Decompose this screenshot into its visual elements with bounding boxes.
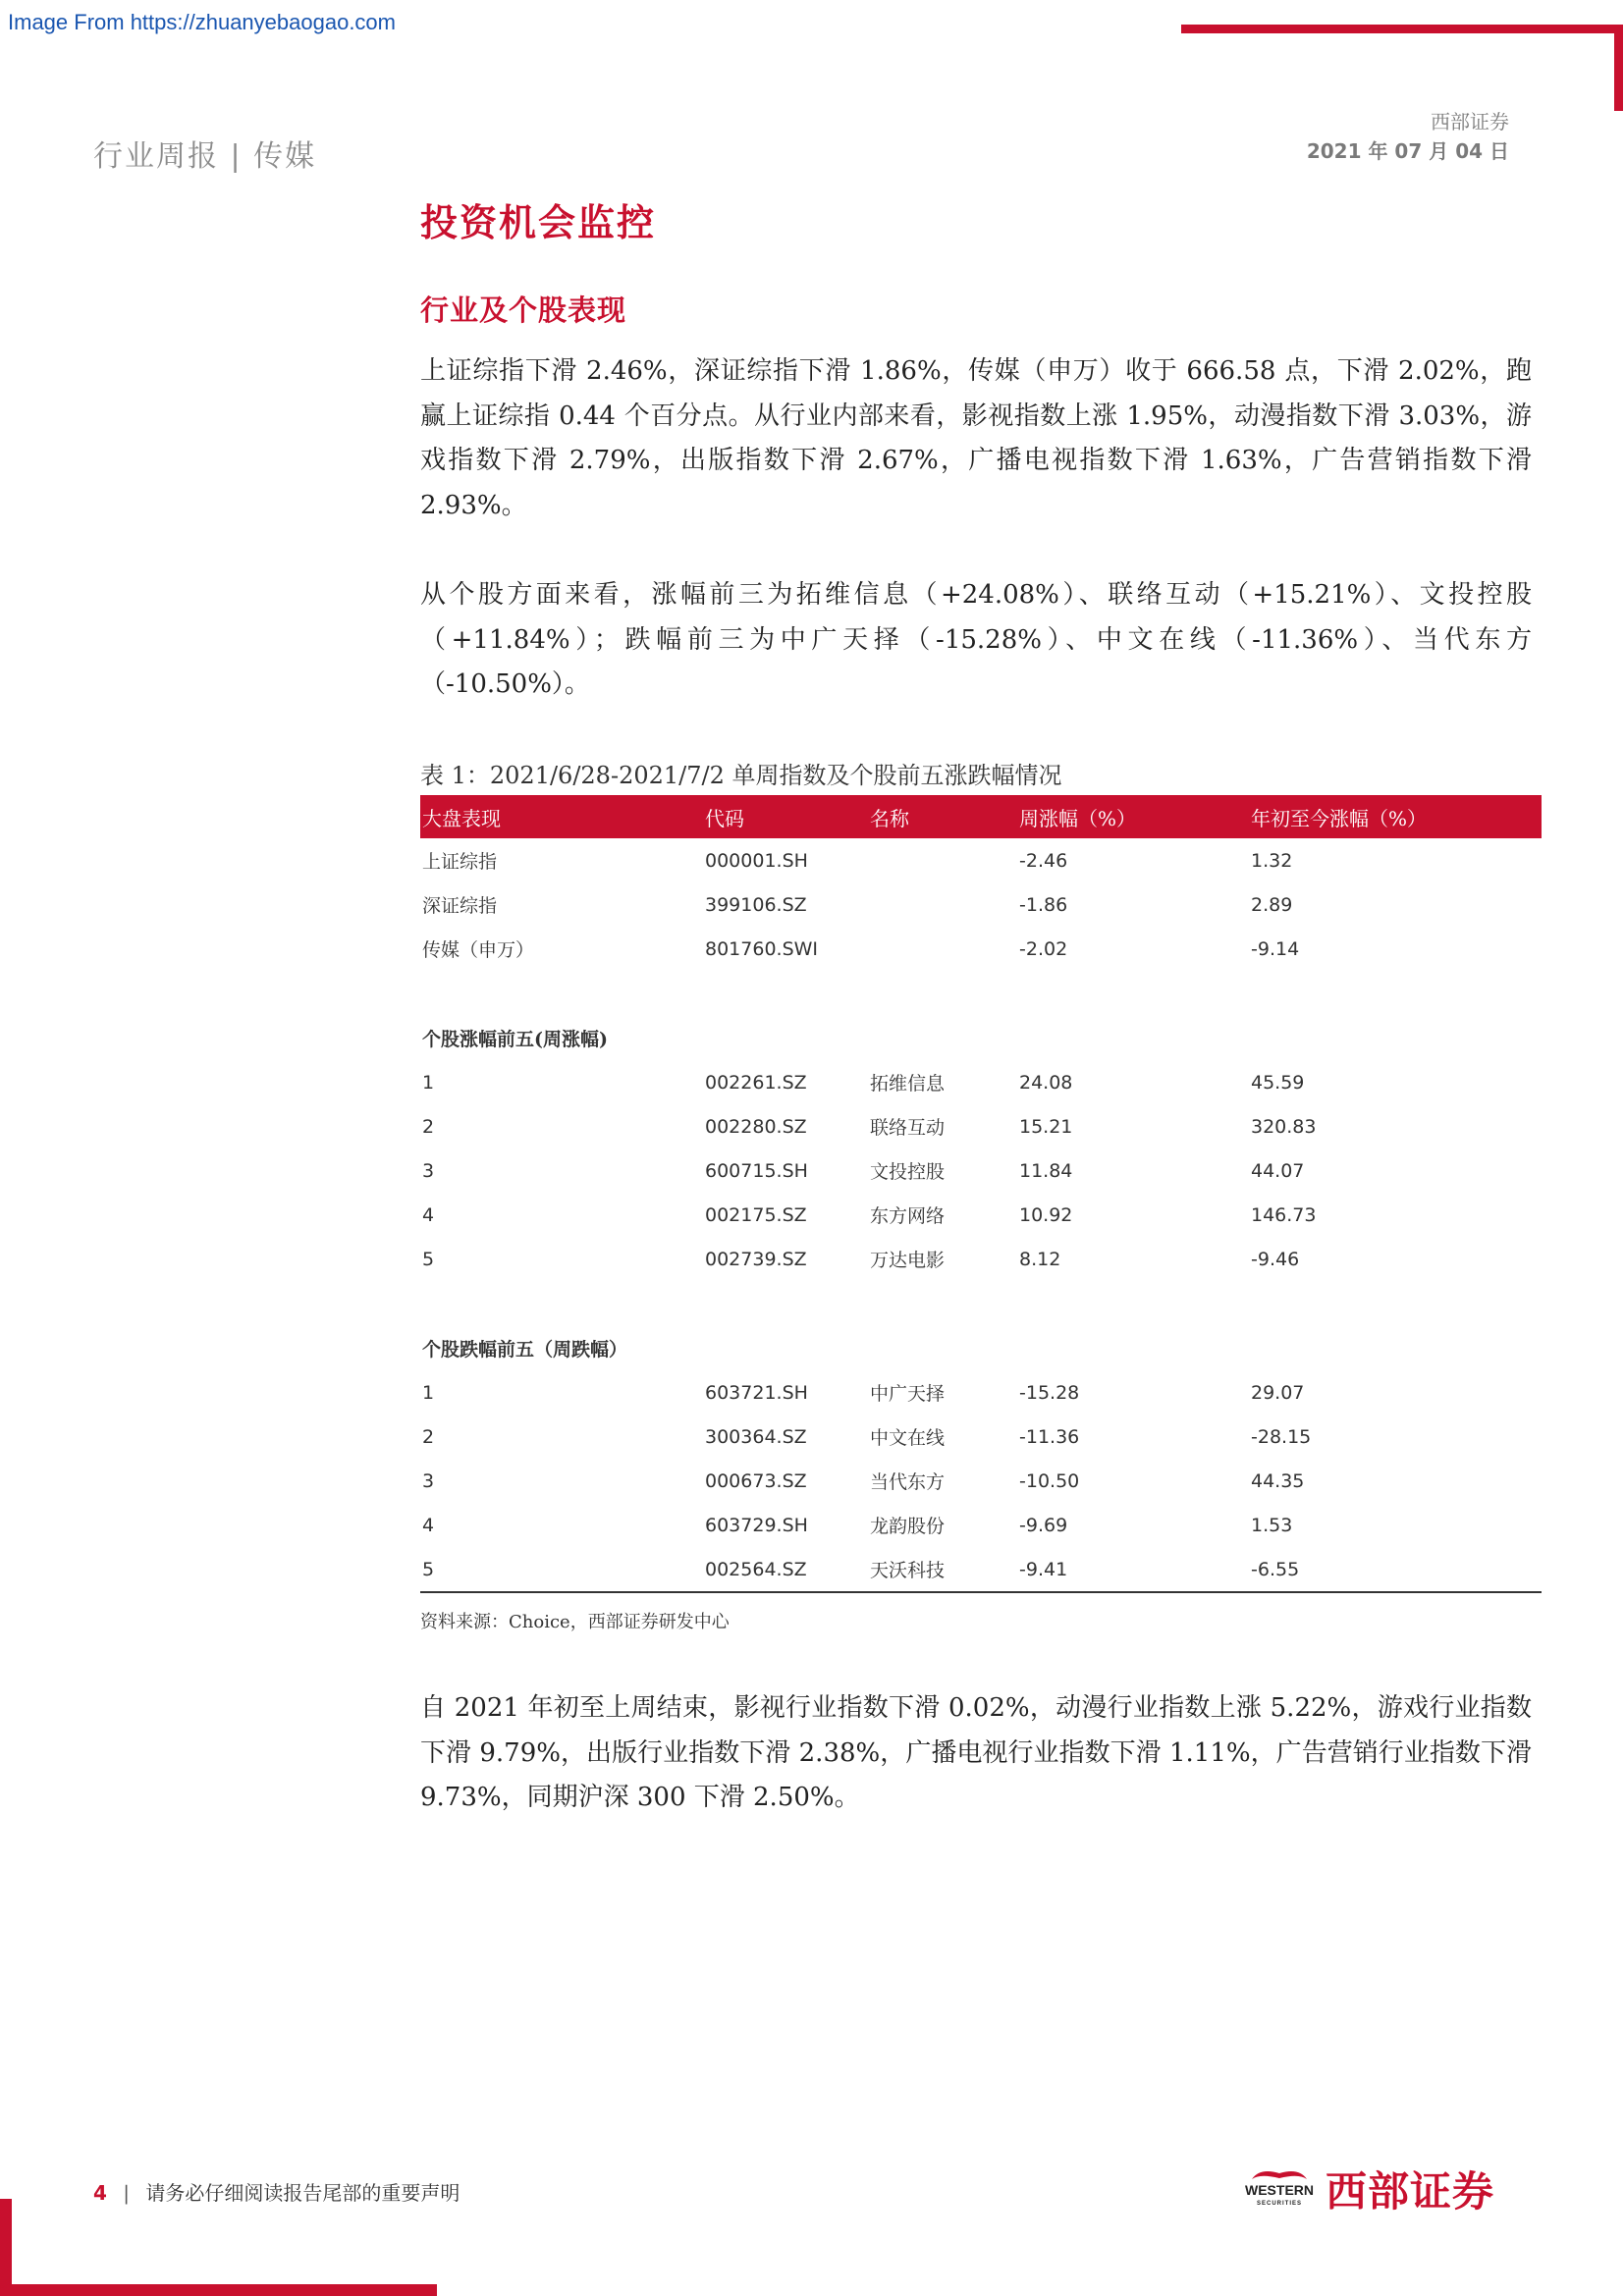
table-bottom-rule xyxy=(420,1591,1542,1593)
table-spacer xyxy=(420,1281,1542,1326)
section-label: 个股涨幅前五(周涨幅) xyxy=(422,1029,608,1050)
logo-en-subtext: SECURITIES xyxy=(1256,2201,1302,2207)
table-cell: 000001.SH xyxy=(705,849,808,872)
logo-chinese: 西部证券 xyxy=(1326,2167,1495,2216)
table-cell: 联络互动 xyxy=(870,1117,946,1139)
page-title: 投资机会监控 xyxy=(420,200,657,244)
header-cell: 名称 xyxy=(870,806,909,830)
performance-table xyxy=(420,795,1542,1593)
table-cell: 1.32 xyxy=(1251,849,1293,872)
table-cell: 11.84 xyxy=(1019,1159,1073,1182)
table-cell: 文投控股 xyxy=(870,1161,946,1183)
table-row xyxy=(420,1370,1542,1415)
table-cell: -2.46 xyxy=(1019,849,1068,872)
table-source: 资料来源：Choice，西部证券研发中心 xyxy=(420,1612,730,1632)
top-accent-bar xyxy=(1181,25,1623,33)
table-cell: 天沃科技 xyxy=(870,1560,946,1581)
table-row xyxy=(420,1060,1542,1104)
logo-english xyxy=(1245,2167,1314,2211)
footer-divider: | xyxy=(123,2181,131,2205)
table-cell: -2.02 xyxy=(1019,937,1068,960)
table-cell: -28.15 xyxy=(1251,1425,1312,1448)
table-cell: 当代东方 xyxy=(870,1471,946,1493)
header-cell: 代码 xyxy=(705,806,744,830)
table-row xyxy=(420,1415,1542,1459)
bottom-accent-bar-vertical xyxy=(0,2199,12,2296)
header-cell: 年初至今涨幅（%） xyxy=(1251,806,1428,830)
logo-en-text: WESTERN xyxy=(1245,2182,1314,2198)
table-cell: 002175.SZ xyxy=(705,1203,807,1226)
section-subtitle: 行业及个股表现 xyxy=(420,294,627,327)
table-cell: 5 xyxy=(422,1248,435,1270)
table-cell: 24.08 xyxy=(1019,1071,1073,1094)
table-row xyxy=(420,1547,1542,1591)
table-cell: -9.14 xyxy=(1251,937,1300,960)
paragraph-index-performance: 上证综指下滑 2.46%，深证综指下滑 1.86%，传媒（申万）收于 666.58 点，下滑 2.02%，跑赢上证综指 0.44 个百分点。从行业内部来看，影视指数上涨 1.95%，动漫指数下滑 3.03%，游戏指数下滑 2.79%，出版指数下滑 2.67%，广播电视指数下滑 1.63%，广告营销指数下滑 2.93%。 xyxy=(420,356,1532,520)
table-cell: 002261.SZ xyxy=(705,1071,807,1094)
table-caption: 表 1：2021/6/28-2021/7/2 单周指数及个股前五涨跌幅情况 xyxy=(420,762,1062,789)
table-cell: 1.53 xyxy=(1251,1514,1293,1536)
table-cell: 龙韵股份 xyxy=(870,1516,946,1537)
report-category: 行业周报 | 传媒 xyxy=(93,139,317,174)
table-row xyxy=(420,1459,1542,1503)
table-cell: -9.69 xyxy=(1019,1514,1068,1536)
table-row xyxy=(420,1237,1542,1281)
table-cell: 1 xyxy=(422,1381,435,1404)
table-row xyxy=(420,1193,1542,1237)
header-company: 西部证券 xyxy=(1431,110,1509,133)
table-cell: 8.12 xyxy=(1019,1248,1061,1270)
table-cell: 中文在线 xyxy=(870,1427,946,1449)
table-cell: -15.28 xyxy=(1019,1381,1080,1404)
table-cell: 4 xyxy=(422,1514,435,1536)
table-cell: 603729.SH xyxy=(705,1514,808,1536)
table-cell: 10.92 xyxy=(1019,1203,1073,1226)
table-cell: 002564.SZ xyxy=(705,1558,807,1580)
table-cell: 2 xyxy=(422,1115,435,1138)
table-cell: 2.89 xyxy=(1251,893,1293,916)
table-cell: 29.07 xyxy=(1251,1381,1305,1404)
table-cell: 传媒（申万） xyxy=(422,939,535,961)
footer-notice xyxy=(93,2177,460,2206)
table-cell: 44.07 xyxy=(1251,1159,1305,1182)
table-cell: 002739.SZ xyxy=(705,1248,807,1270)
header-cell: 周涨幅（%） xyxy=(1019,806,1137,830)
table-cell: 603721.SH xyxy=(705,1381,808,1404)
page-number: 4 xyxy=(93,2181,107,2205)
paragraph-stock-performance: 从个股方面来看，涨幅前三为拓维信息（+24.08%）、联络互动（+15.21%）、文投控股（+11.84%）；跌幅前三为中广天择（-15.28%）、中文在线（-11.36%）、当代东方（-10.50%）。 xyxy=(420,580,1532,699)
table-cell: 2 xyxy=(422,1425,435,1448)
table-cell: 1 xyxy=(422,1071,435,1094)
table-cell: 399106.SZ xyxy=(705,893,807,916)
table-cell: 000673.SZ xyxy=(705,1469,807,1492)
table-cell: 万达电影 xyxy=(870,1250,946,1271)
bull-horn-icon xyxy=(1250,2167,1309,2181)
header-cell: 大盘表现 xyxy=(422,806,501,830)
table-cell: 上证综指 xyxy=(422,851,498,873)
top-accent-bar-vertical xyxy=(1614,25,1623,111)
table-cell: -9.46 xyxy=(1251,1248,1300,1270)
table-cell: 002280.SZ xyxy=(705,1115,807,1138)
section-row-gainers xyxy=(420,1016,1542,1060)
table-cell: 4 xyxy=(422,1203,435,1226)
table-cell: 5 xyxy=(422,1558,435,1580)
table-cell: 146.73 xyxy=(1251,1203,1317,1226)
table-cell: 3 xyxy=(422,1159,435,1182)
section-row-losers xyxy=(420,1326,1542,1370)
table-cell: 600715.SH xyxy=(705,1159,808,1182)
table-cell: 45.59 xyxy=(1251,1071,1305,1094)
table-cell: 东方网络 xyxy=(870,1205,946,1227)
table-row xyxy=(420,1148,1542,1193)
section-label: 个股跌幅前五（周跌幅） xyxy=(422,1339,628,1361)
table-cell: -1.86 xyxy=(1019,893,1068,916)
footer-disclaimer: 请务必仔细阅读报告尾部的重要声明 xyxy=(145,2181,460,2205)
table-cell: 801760.SWI xyxy=(705,937,819,960)
company-logo xyxy=(1245,2160,1494,2218)
table-cell: -6.55 xyxy=(1251,1558,1300,1580)
table-cell: 300364.SZ xyxy=(705,1425,807,1448)
table-cell: 深证综指 xyxy=(422,895,498,917)
bottom-accent-bar xyxy=(0,2284,437,2296)
table-row xyxy=(420,927,1542,971)
table-row xyxy=(420,1104,1542,1148)
table-header-row xyxy=(420,795,1542,838)
table-cell: -11.36 xyxy=(1019,1425,1080,1448)
table-cell: 中广天择 xyxy=(870,1383,946,1405)
header-date: 2021 年 07 月 04 日 xyxy=(1306,139,1509,163)
table-row xyxy=(420,1503,1542,1547)
table-spacer xyxy=(420,971,1542,1016)
watermark-link[interactable]: Image From https://zhuanyebaogao.com xyxy=(8,10,396,34)
table-cell: 3 xyxy=(422,1469,435,1492)
table-cell: 拓维信息 xyxy=(870,1073,946,1095)
table-row xyxy=(420,838,1542,882)
table-row xyxy=(420,882,1542,927)
table-cell: -9.41 xyxy=(1019,1558,1068,1580)
table-cell: 15.21 xyxy=(1019,1115,1073,1138)
table-cell: 44.35 xyxy=(1251,1469,1305,1492)
table-cell: -10.50 xyxy=(1019,1469,1080,1492)
paragraph-ytd-performance: 自 2021 年初至上周结束，影视行业指数下滑 0.02%，动漫行业指数上涨 5.22%，游戏行业指数下滑 9.79%，出版行业指数下滑 2.38%，广播电视行业指数下滑 1.11%，广告营销行业指数下滑 9.73%，同期沪深 300 下滑 2.50%。 xyxy=(420,1693,1532,1812)
table-cell: 320.83 xyxy=(1251,1115,1317,1138)
